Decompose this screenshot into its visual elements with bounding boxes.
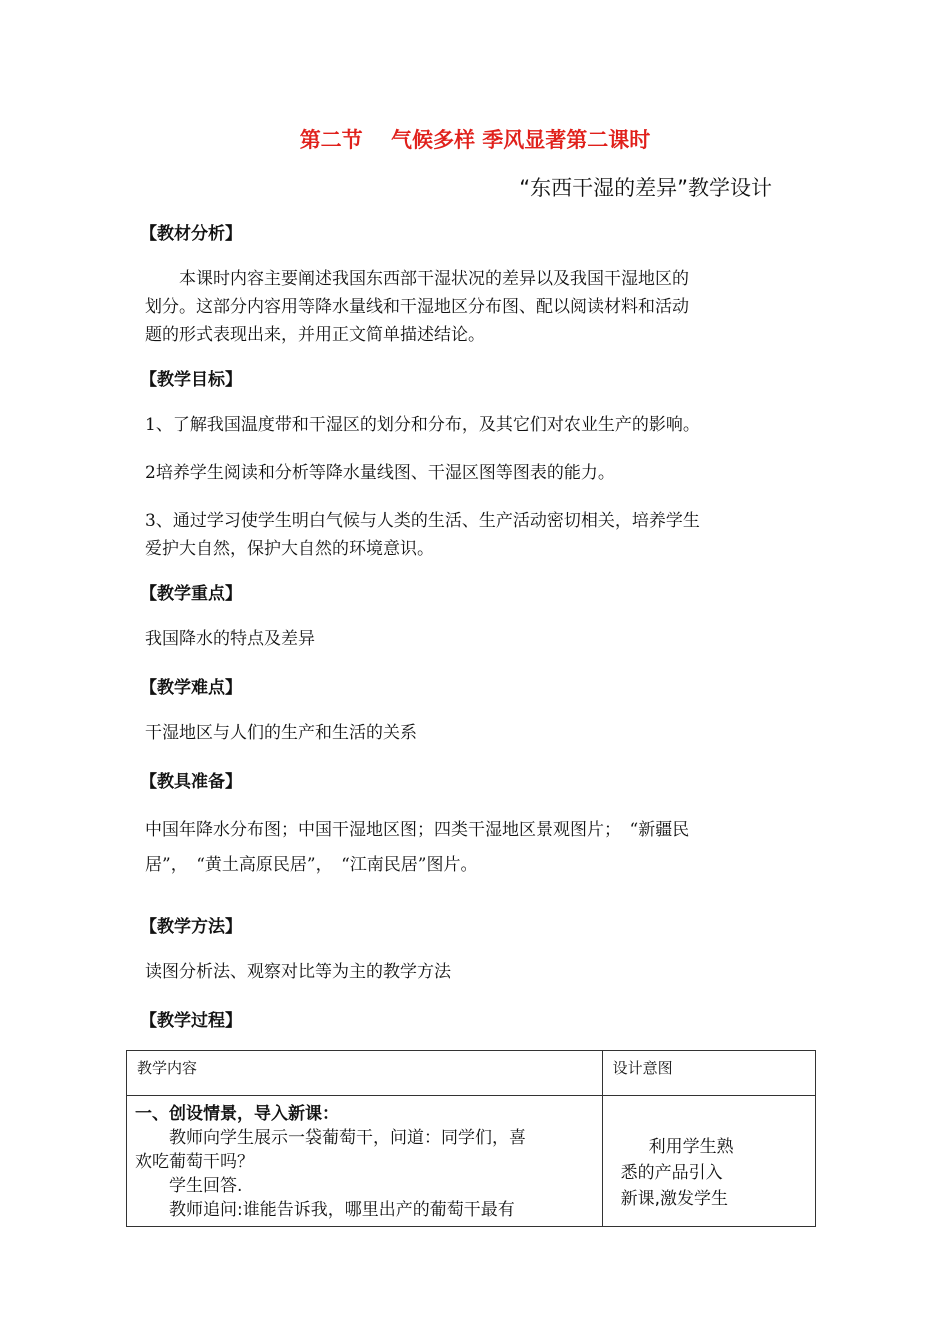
document-title: 第二节 气候多样 季风显著第二课时 [299, 128, 651, 152]
goal-item-3-line: 3、通过学习使学生明白气候与人类的生活、生产活动密切相关，培养学生 [145, 511, 700, 531]
intent-line: 悉的产品引入 [620, 1163, 723, 1183]
section-heading-difficulties: 【教学难点】 [140, 678, 242, 698]
content-line: 欢吃葡萄干吗？ [135, 1152, 254, 1172]
table-cell-intent [602, 1096, 815, 1227]
step-title: 一、创设情景，导入新课： [135, 1104, 339, 1124]
methods-text: 读图分析法、观察对比等为主的教学方法 [145, 962, 451, 982]
materials-line: 中国年降水分布图；中国干湿地区图；四类干湿地区景观图片； “新疆民 [145, 820, 690, 840]
table-header-row [127, 1051, 816, 1096]
section-heading-key-points: 【教学重点】 [140, 584, 242, 604]
content-line: 学生回答. [169, 1176, 243, 1196]
table-cell-content [127, 1096, 603, 1227]
materials-line: 居”， “黄土高原民居”， “江南民居”图片。 [145, 855, 478, 875]
intent-line: 利用学生熟 [648, 1137, 734, 1157]
content-line: 教师追问:谁能告诉我，哪里出产的葡萄干最有 [169, 1200, 515, 1220]
section-heading-materials: 【教具准备】 [140, 772, 242, 792]
goal-item-2: 2培养学生阅读和分析等降水量线图、干湿区图等图表的能力。 [145, 463, 615, 483]
key-points-text: 我国降水的特点及差异 [145, 629, 315, 649]
analysis-line: 划分。这部分内容用等降水量线和干湿地区分布图、配以阅读材料和活动 [145, 297, 689, 317]
document-subtitle: “东西干湿的差异”教学设计 [519, 176, 772, 200]
table-header-content: 教学内容 [127, 1051, 603, 1096]
content-line: 教师向学生展示一袋葡萄干，问道：同学们，喜 [169, 1128, 526, 1148]
difficulties-text: 干湿地区与人们的生产和生活的关系 [145, 723, 417, 743]
section-heading-analysis: 【教材分析】 [140, 224, 242, 244]
goal-item-1: 1、了解我国温度带和干湿区的划分和分布，及其它们对农业生产的影响。 [145, 415, 700, 435]
goal-item-3 [145, 507, 700, 563]
goal-item-3-line: 爱护大自然，保护大自然的环境意识。 [145, 539, 434, 559]
intent-line: 新课,激发学生 [620, 1189, 729, 1209]
materials-text [145, 813, 689, 883]
table-row [127, 1096, 816, 1227]
section-heading-process: 【教学过程】 [140, 1011, 242, 1031]
analysis-text [145, 265, 689, 349]
section-heading-goals: 【教学目标】 [140, 370, 242, 390]
process-table [126, 1050, 816, 1227]
analysis-line: 本课时内容主要阐述我国东西部干湿状况的差异以及我国干湿地区的 [179, 269, 689, 289]
analysis-line: 题的形式表现出来，并用正文简单描述结论。 [145, 325, 485, 345]
table-header-intent: 设计意图 [602, 1051, 815, 1096]
section-heading-methods: 【教学方法】 [140, 917, 242, 937]
